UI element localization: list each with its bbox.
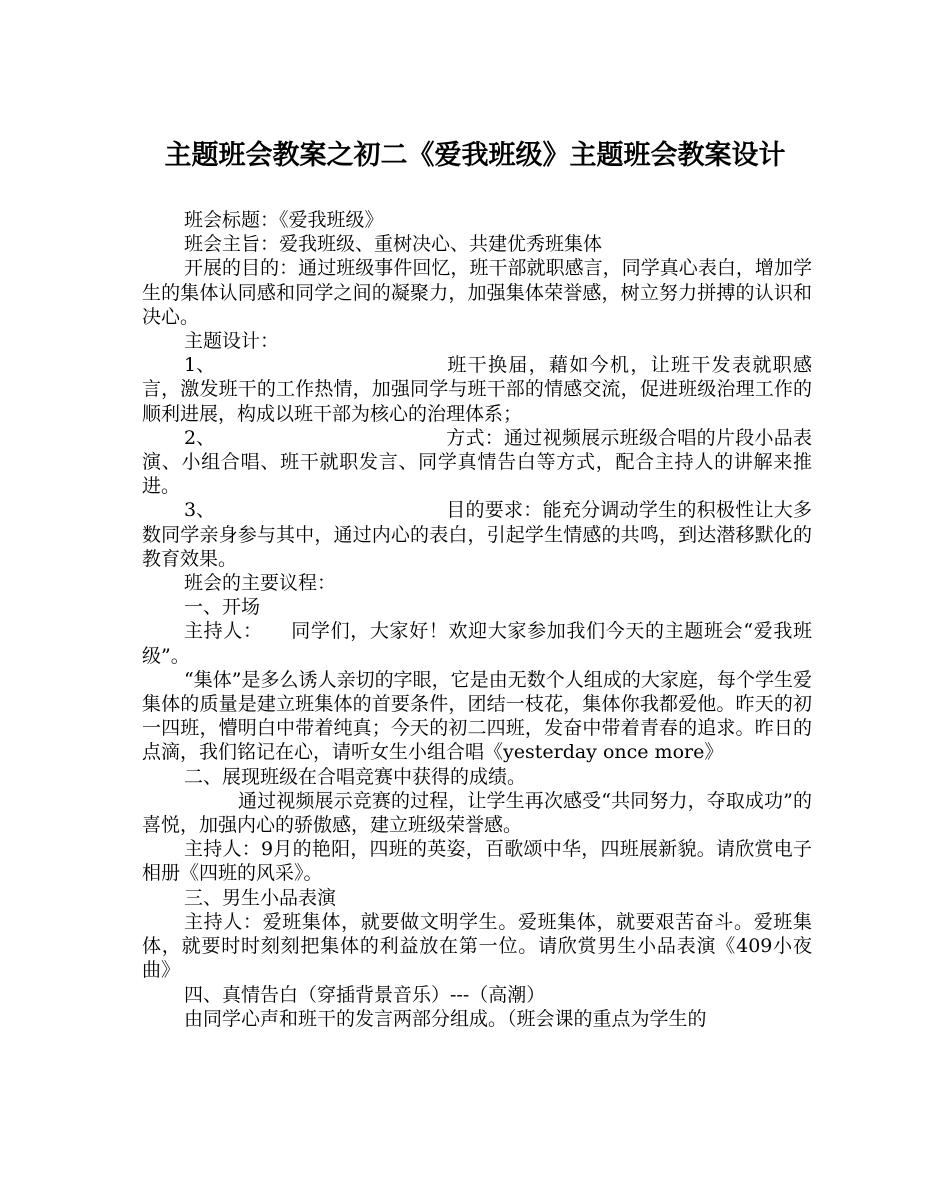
host-label: 主持人： — [184, 620, 263, 643]
section-heading-opening: 一、开场 — [184, 596, 261, 619]
design-item-2 — [142, 426, 812, 499]
paragraph-video: 通过视频展示竞赛的过程，让学生再次感受“共同努力，夺取成功”的喜悦，加强内心的骄傲感，建立班级荣誉感。 — [142, 789, 812, 837]
design-item-3-text: 目的要求：能充分调动学生的积极性让大多数同学亲身参与其中，通过内心的表白，引起学生情感的共鸣，到达潜移默化的教育效果。 — [142, 499, 812, 570]
section-heading-chorus: 二、展现班级在合唱竞赛中获得的成绩。 — [184, 765, 527, 788]
paragraph-confession: 由同学心声和班干的发言两部分组成。（班会课的重点为学生的 — [184, 1007, 707, 1030]
paragraph-class-title: 班会标题：《爱我班级》 — [184, 209, 384, 231]
design-item-1-text: 班干换届，藉如今机，让班干发表就职感言，激发班干的工作热情，加强同学与班干部的情感交流，促进班级治理工作的顺利进展，构成以班干部为核心的治理体系； — [142, 354, 812, 425]
paragraph-host-skit: 主持人：爱班集体，就要做文明学生。爱班集体，就要艰苦奋斗。爱班集体，就要时时刻刻把集体的利益放在第一位。请欣赏男生小品表演《409小夜曲》 — [142, 910, 812, 982]
design-item-2-text: 方式：通过视频展示班级合唱的片段小品表演、小组合唱、班干就职发言、同学真情告白等方式，配合主持人的讲解来推进。 — [142, 426, 812, 498]
design-item-1 — [142, 353, 812, 426]
paragraph-class-theme: 班会主旨：爱我班级、重树决心、共建优秀班集体 — [184, 233, 603, 256]
paragraph-collective: “集体”是多么诱人亲切的字眼，它是由无数个人组成的大家庭，每个学生爱集体的质量是建立班集体的首要条件，团结一枝花，集体你我都爱他。昨天的初一四班，懵明白中带着纯真；今天的初二四班，发奋中带着青春的追求。昨日的点滴，我们铭记在心，请听女生小组合唱《yesterday once more》 — [142, 668, 812, 764]
paragraph-design-heading: 主题设计： — [184, 330, 280, 353]
paragraph-host-opening — [142, 619, 812, 667]
design-item-3-number: 3、 — [184, 499, 216, 522]
host-opening-text: 同学们，大家好！欢迎大家参加我们今天的主题班会“爱我班级”。 — [142, 620, 812, 667]
design-item-2-number: 2、 — [184, 426, 216, 449]
document-title: 主题班会教案之初二《爱我班级》主题班会教案设计 — [164, 140, 786, 171]
paragraph-host-album: 主持人：9月的艳阳，四班的英姿，百歌颂中华，四班展新貌。请欣赏电子相册《四班的风采》。 — [142, 838, 812, 885]
document-body — [142, 208, 812, 1031]
section-heading-confession: 四、真情告白（穿插背景音乐）---（高潮） — [184, 983, 546, 1006]
paragraph-purpose: 开展的目的：通过班级事件回忆，班干部就职感言，同学真心表白，增加学生的集体认同感和同学之间的凝聚力，加强集体荣誉感，树立努力拼搏的认识和决心。 — [142, 257, 812, 328]
paragraph-agenda-heading: 班会的主要议程： — [184, 572, 337, 595]
section-heading-skit: 三、男生小品表演 — [184, 886, 337, 909]
design-item-3 — [142, 498, 812, 571]
design-item-1-number: 1、 — [184, 354, 216, 377]
